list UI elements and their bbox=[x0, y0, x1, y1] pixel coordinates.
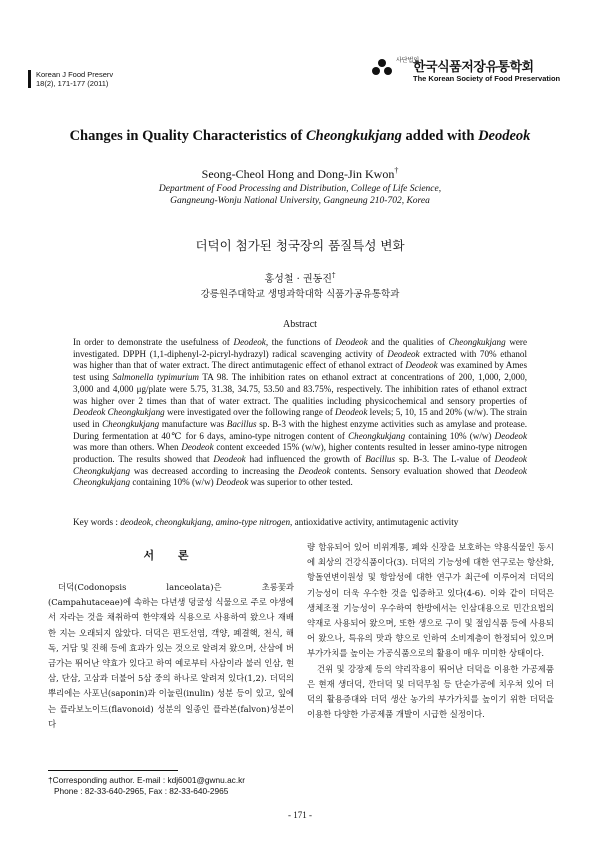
intro-paragraph: 더덕(Codonopsis lanceolata)은 초롱꽃과(Campahutaceae)에 속하는 다년생 덩굴성 식물으로 주로 야생에서 자라는 것을 채취하여 한약재와 식용으로 사용하여 왔으나 재배한 지는 오래되지 않았다. 더덕은 편도선염, 객양, 폐결핵, 천식, 해독, 거담 및 진해 등에 효과가 있는 것으로 알려져 왔으며, 산삼에 버금가는 뛰어난 약효가 있다고 하여 예로부터 사삼이라 불러 인삼, 현삼, 단삼, 고삼과 더불어 5삼 중의 하나로 알려져 있다(1,2). 더덕의 뿌리에는 사포닌(saponin)과 이눌린(inulin) 성분 등이 있고, 잎에는 플라보노이드(flavonoid) 성분의 일종인 플라본(falvon)성분이 다 bbox=[48, 582, 294, 729]
intro-paragraph: 건위 및 강장제 등의 약리작용이 뛰어난 더덕을 이용한 가공제품은 현재 생더덕, 깐더덕 및 더덕무침 등 단순가공에 치우쳐 있어 더덕의 활용증대와 더덕 생산 농가의 부가가치를 높이기 위한 더덕을 이용한 다양한 가공제품 개발이 시급한 실정이다. bbox=[307, 663, 554, 720]
society-class: 사단법인 bbox=[396, 57, 420, 64]
abstract-body: In order to demonstrate the usefulness of Deodeok, the functions of Deodeok and the qualities of Cheongkukjang were investigated. DPPH (1,1-diphenyl-2-picryl-hydrazyl) radical scavenging activity of Deodeok extracted with 70% ethanol was higher than that of water extract. The direct antimutagenic effect of ethanol extract of Deodeok was examined by Ames test using Salmonella typimurium TA 98. The inhibition rates on ethanol extract at concentrations of 200, 1,000, 2,000, 3,000 and 4,000 μg/plate were 5.75, 31.38, 34.75, 53.50 and 83.75%, respectively. The inhibition rates of ethanol extract was higher over 2 times than that of water extract. The qualities including physicochemical and sensory properties of Deodeok Cheongkukjang were investigated over the following range of Deodeok levels; 5, 10, 15 and 20% (w/w). The strain used in Cheongkukjang manufacture was Bacillus sp. B-3 with the highest enzyme activities such as amylase and protease. During fermentation at 40℃ for 6 days, amino-type nitrogen content of Cheongkukjang containing 10% (w/w) Deodeok was more than others. When Deodeok content exceeded 15% (w/w), higher contents resulted in lesser amino-type nitrogen production. The results showed that Deodeok had influenced the growth of Bacillus sp. B-3. The L-value of Deodeok Cheongkukjang was decreased according to increasing the Deodeok contents. Sensory evaluation showed that Deodeok Cheongkukjang containing 10% (w/w) Deodeok was superior to other tested. bbox=[73, 337, 528, 488]
footnote-divider bbox=[48, 770, 178, 771]
paper-affiliation: Department of Food Processing and Distribution, College of Life Science, Gangneung-Wonju National University, Gangneung 210-702, Korea bbox=[158, 184, 442, 206]
korean-title: 더덕이 첨가된 청국장의 품질특성 변화 bbox=[195, 238, 405, 253]
journal-volume: 18(2), 171-177 (2011) bbox=[36, 79, 109, 88]
paper-title: Changes in Quality Characteristics of Cheongkukjang added with Deodeok bbox=[69, 128, 531, 144]
society-name-en: The Korean Society of Food Preservation bbox=[413, 74, 561, 83]
korean-affiliation: 강릉원주대학교 생명과학대학 식품가공유통학과 bbox=[200, 289, 400, 300]
body-column-right bbox=[307, 540, 554, 722]
journal-citation bbox=[28, 70, 113, 88]
page-number: - 171 - bbox=[288, 810, 312, 820]
society-name-ko: 한국식품저장유통학회 bbox=[413, 60, 534, 75]
body-column-left bbox=[48, 580, 294, 732]
keywords: Key words : deodeok, cheongkukjang, amino-type nitrogen, antioxidative activity, antimutagenic activity bbox=[73, 517, 459, 527]
intro-paragraph: 량 함유되어 있어 비위계통, 폐와 신장을 보호하는 약용식물인 동시에 최상의 건강식품이다(3). 더덕의 기능성에 대한 연구로는 항산화, 항돌연변이원성 및 항암성에 대한 연구가 최근에 이루어져 더덕의 기능성이 더욱 우수한 것을 입증하고 있다(4-6). 이와 같이 더덕은 생체조절 기능성이 우수하여 한방에서는 인삼대용으로 민간요법의 약재로 사용되어 왔으며, 또한 생으로 구이 및 절임식품 등에 사용되어 왔으나, 특유의 맛과 향으로 인하여 소비계층이 한정되어 있으며 부가가치를 높이는 가공식품으로의 활용이 매우 미미한 상태이다. bbox=[307, 542, 554, 659]
paper-authors: Seong-Cheol Hong and Dong-Jin Kwon† bbox=[201, 166, 399, 181]
abstract-heading: Abstract bbox=[283, 319, 317, 330]
society-logo-icon bbox=[370, 58, 394, 78]
journal-name: Korean J Food Preserv bbox=[36, 70, 114, 79]
section-heading-introduction: 서 론 bbox=[143, 549, 199, 562]
corresponding-author-footnote: †Corresponding author. E-mail : kdj6001@gwnu.ac.kr Phone : 82-33-640-2965, Fax : 82-33-640-2965 bbox=[48, 775, 246, 796]
korean-authors: 홍성철 · 권동진† bbox=[264, 271, 336, 285]
